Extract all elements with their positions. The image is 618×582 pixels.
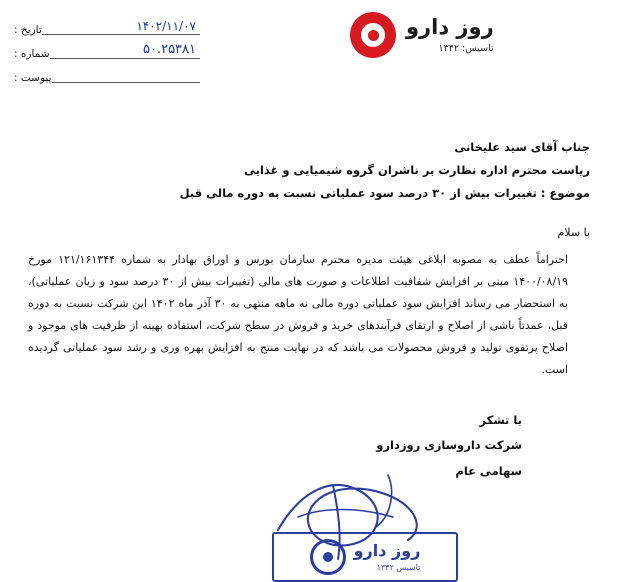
company-established: تاسیس: ۱۳۴۲ [438,42,494,54]
meta-row-attachment [14,62,204,86]
attachment-field [52,68,201,83]
number-label: شماره : [14,48,50,60]
date-value: ۱۴۰۲/۱۱/۰۷ [136,19,196,33]
letter-closing [376,408,522,484]
stamp-text [354,542,421,573]
letter-body [28,140,590,381]
number-field [50,44,200,59]
date-field [42,20,200,35]
stamp-circle-logo-icon [310,539,346,575]
closing-company: شرکت داروسازی روزدارو [376,438,522,453]
addressee: جناب آقای سید علیخانی [454,140,590,154]
letterhead [350,12,600,58]
attachment-label: پیوست : [14,72,52,84]
company-name: روز دارو [406,14,494,39]
stamp-title: روز دارو [353,540,421,560]
roozdarou-circle-logo-icon [350,12,396,58]
letter-paragraph: احتراماً عطف به مصوبه ابلاغی هیئت مدیره محترم سازمان بورس و اوراق بهادار به شماره ۱۲۱/۱۶۱۳۴۴ مورخ ۱۴۰۰/۰۸/۱۹ مبنی بر افزایش شفافیت اطلاعات و صورت های مالی (تغییرات بیش از ۳۰ درصد سود و زیان عملیاتی)، به استحضار می رساند افزایش سود عملیاتی دوره مالی نه ماهه منتهی به ۳۰ آذر ماه ۱۴۰۲ این شرکت نسبت به دوره قبل، عمدتاً ناشی از اصلاح و ارتقای فرآیندهای خرید و فروش در سطح شرکت، استفاده بهینه از ظرفیت های موجود و اصلاح پرتفوی تولید و فروش محصولات می باشد که در نهایت منتج به افزایش بهره وری و رشد سود عملیاتی گردیده است. [28,253,569,376]
date-label: تاریخ : [14,24,42,36]
stamp-subtitle: تاسیس ۱۳۴۲ [376,563,421,573]
letter-subject: موضوع : تغییرات بیش از ۳۰ درصد سود عملیاتی نسبت به دوره مالی قبل [179,186,590,200]
meta-row-number [14,38,204,62]
document-meta [14,14,204,86]
company-stamp [272,532,458,582]
closing-company-type: سهامی عام [455,463,522,478]
addressee-title: ریاست محترم اداره نظارت بر ناشران گروه شیمیایی و غذایی [244,163,590,177]
letterhead-text [406,16,494,55]
number-value: ۵۰.۲۵۳۸۱ [142,42,196,57]
meta-row-date [14,14,204,38]
closing-thanks: با تشکر [479,413,522,427]
salutation: با سلام [557,226,590,239]
